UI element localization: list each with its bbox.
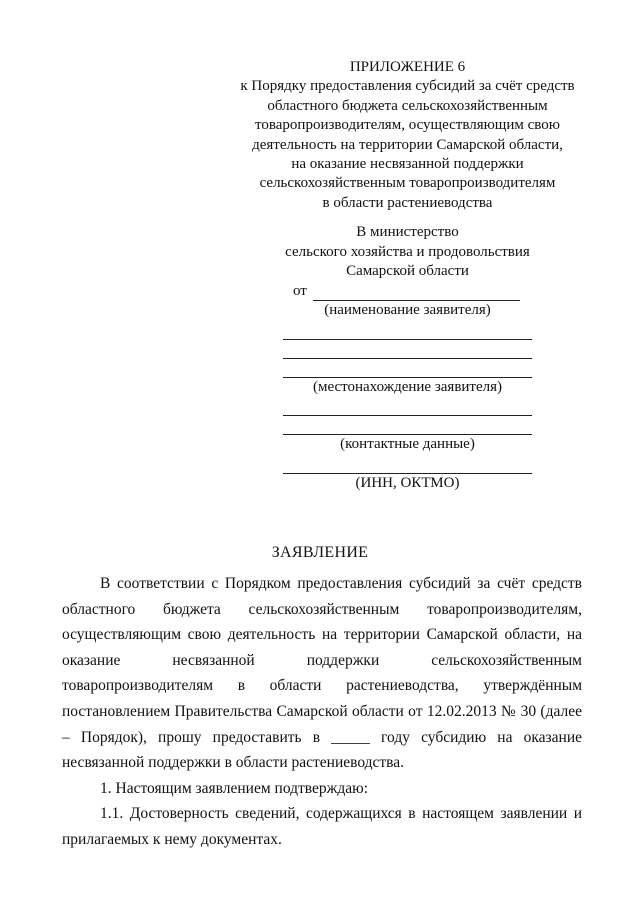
annex-line: на оказание несвязанной поддержки: [291, 156, 524, 173]
location-hint: (местонахождение заявителя): [312, 378, 503, 395]
location-blank-3[interactable]: [283, 359, 532, 378]
addressee-line: Самарской области: [346, 263, 469, 279]
document-body: [62, 571, 582, 853]
body-paragraph: 1.1. Достоверность сведений, содержащихся в настоящем заявлении и прилагаемых к нему документах.: [62, 805, 582, 848]
contacts-blank-1[interactable]: [283, 397, 532, 416]
annex-line: товаропроизводителям, осуществляющим свою: [255, 117, 560, 134]
annex-heading: ПРИЛОЖЕНИЕ 6: [349, 59, 466, 75]
annex-line: в области растениеводства: [322, 194, 493, 211]
contacts-blank-2[interactable]: [283, 416, 532, 435]
annex-line: к Порядку предоставления субсидий за счёт средств: [240, 78, 575, 95]
addressee-line: В министерство: [356, 224, 459, 240]
annex-line: сельскохозяйственным товаропроизводителям: [259, 175, 556, 192]
contacts-hint: (контактные данные): [340, 436, 475, 452]
applicant-name-blank[interactable]: [313, 286, 520, 301]
addressee-line: сельского хозяйства и продовольствия: [285, 243, 530, 260]
tax-ids-hint: (ИНН, ОКТМО): [355, 474, 460, 491]
from-label: от: [293, 282, 307, 299]
annex-line: деятельность на территории Самарской области,: [252, 136, 563, 153]
document-title: ЗАЯВЛЕНИЕ: [271, 544, 369, 561]
location-blank-1[interactable]: [283, 321, 532, 340]
body-paragraph: В соответствии с Порядком предоставления субсидий за счёт средств областного бюджета сельскохозяйственным товаропроизводителям, осуществляющим свою деятельность на территории Самарской области, на оказание несвязанной поддержки сельскохозяйственным товаропроизводителям в области растениеводства, утверждённым постановлением Правительства Самарской области от 12.02.2013 № 30 (далее – Порядок), прошу предоставить в _____ году субсидию на оказание несвязанной поддержки в области растениеводства.: [62, 575, 582, 772]
location-blank-2[interactable]: [283, 340, 532, 359]
annex-block: [200, 58, 615, 213]
applicant-name-hint: (наименование заявителя): [324, 302, 491, 318]
annex-line: областного бюджета сельскохозяйственным: [267, 97, 548, 114]
tax-ids-blank[interactable]: [283, 455, 532, 474]
addressee-block: [275, 223, 540, 493]
body-paragraph: 1. Настоящим заявлением подтверждаю:: [100, 779, 369, 797]
from-row: [293, 282, 520, 302]
